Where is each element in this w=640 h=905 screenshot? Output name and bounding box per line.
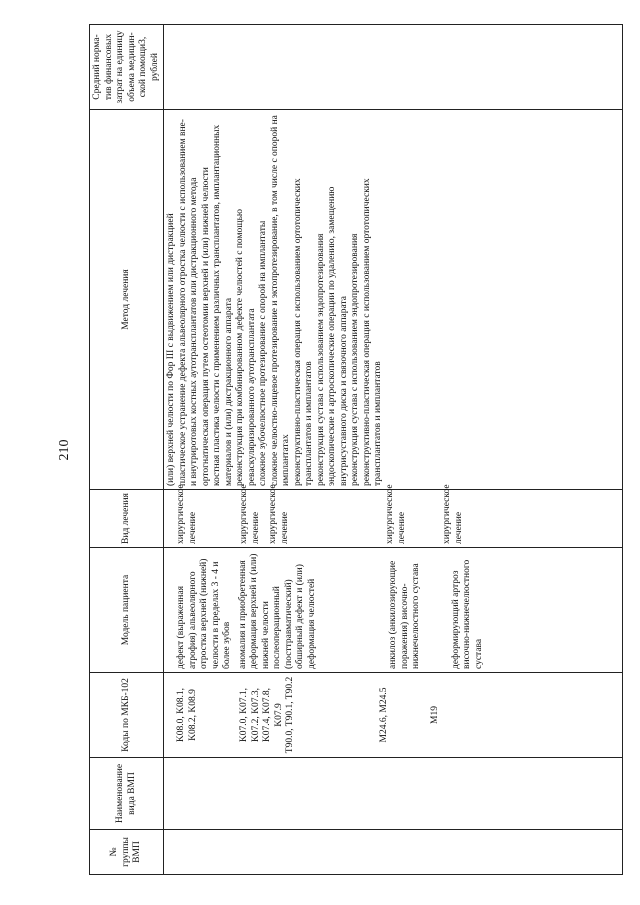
table-row bbox=[164, 25, 623, 875]
type-row-1: хирургическое лечение bbox=[176, 484, 198, 544]
method-2-1: ортогнатическая операция путем остеотомии верхней и (или) нижней челюсти bbox=[200, 167, 211, 486]
cell-name bbox=[164, 758, 623, 830]
method-5-1: эндоскопические и артроскопические операции по удалению, замещению внутрисуставного диска и связочного аппарата bbox=[327, 186, 349, 486]
header-method: Метод лечения bbox=[90, 110, 164, 490]
codes-row-3: T90.0, T90.1, T90.2 bbox=[285, 676, 295, 754]
codes-row-1: K08.0, K08.1, K08.2, K08.9 bbox=[176, 687, 198, 743]
type-row-2: хирургическое лечение bbox=[239, 484, 261, 544]
rotated-table-page bbox=[55, 25, 575, 875]
header-treatment-type: Вид лечения bbox=[90, 490, 164, 548]
model-row-5: деформирующий артроз височно-нижнечелюстного сустава bbox=[450, 559, 484, 669]
method-5-2: реконструкция сустава с использованием эндопротезирования bbox=[350, 233, 360, 486]
table-header-row bbox=[90, 25, 164, 875]
type-row-3: хирургическое лечение bbox=[268, 484, 290, 544]
method-4-1: реконструктивно-пластическая операция с использованием ортотопических трансплантатов и имплантатов bbox=[292, 178, 314, 486]
model-row-3: послеоперационный (посттравматический) обширный дефект и (или) деформация челюстей bbox=[272, 564, 317, 669]
method-3-4: сложное челюстно-лицевое протезирование и эктопротезирование, в том числе с опорой на имплантатах bbox=[269, 115, 291, 486]
method-4-2: реконструкция сустава с использованием эндопротезирования bbox=[315, 233, 326, 486]
method-3-2: реконструкция при комбинированном дефекте челюстей с помощью реваскуляризированного аутотрансплантата bbox=[235, 208, 257, 486]
model-row-4: анкилоз (анкилозирующие поражения) височно-нижнечелюстного сустава bbox=[388, 560, 421, 669]
model-row-2: аномалия и приобретенная деформация верхней и (или) нижней челюсти bbox=[237, 553, 271, 669]
model-row-1: дефект (выраженная атрофия) альвеолярного отростка верхней (нижней) челюсти в пределах 3 - 4 и более зубов bbox=[176, 558, 232, 669]
header-name: Наименование вида ВМП bbox=[90, 758, 164, 830]
codes-row-5: M19 bbox=[430, 706, 440, 724]
codes-row-4: M24.6, M24.5 bbox=[378, 687, 389, 743]
page-number: 210 bbox=[57, 439, 72, 461]
cell-codes bbox=[164, 673, 623, 758]
cell-model bbox=[164, 548, 623, 673]
header-cost: Средний норма-тив финансовых затрат на единицу объема медицин-ской помощи3, рублей bbox=[90, 25, 164, 110]
type-row-5: хирургическое лечение bbox=[442, 484, 464, 544]
method-1-2: пластическое устранение дефекта альвеолярного отростка челюсти с использованием вне- и внутриротовых костных аутотрансплантатов или дистракционного метода bbox=[177, 119, 199, 486]
cell-group bbox=[164, 830, 623, 875]
cell-treatment-type bbox=[164, 484, 623, 548]
method-5-3: реконструктивно-пластическая операция с использованием ортотопических трансплантатов и имплантатов bbox=[361, 178, 383, 486]
header-group: № группы ВМП bbox=[90, 830, 164, 875]
method-3-1: костная пластика челюсти с применением различных трансплантатов, имплантационных материалов и (или) дистракционного аппарата bbox=[212, 124, 234, 486]
type-row-4: хирургическое лечение bbox=[385, 484, 407, 544]
vmp-table bbox=[89, 24, 623, 875]
header-model: Модель пациента bbox=[90, 548, 164, 673]
header-codes: Коды по МКБ-102 bbox=[90, 673, 164, 758]
method-1-1: (или) верхней челюсти по Фор III с выдвижением или дистракцией bbox=[166, 213, 176, 486]
cell-cost bbox=[164, 25, 623, 110]
method-3-3: сложное зубочелюстное протезирование с опорой на имплантаты bbox=[258, 220, 268, 486]
codes-row-2: K07.0, K07.1, K07.2, K07.3, K07.4, K07.8, K07.9 bbox=[239, 687, 284, 743]
cell-method bbox=[164, 110, 623, 490]
